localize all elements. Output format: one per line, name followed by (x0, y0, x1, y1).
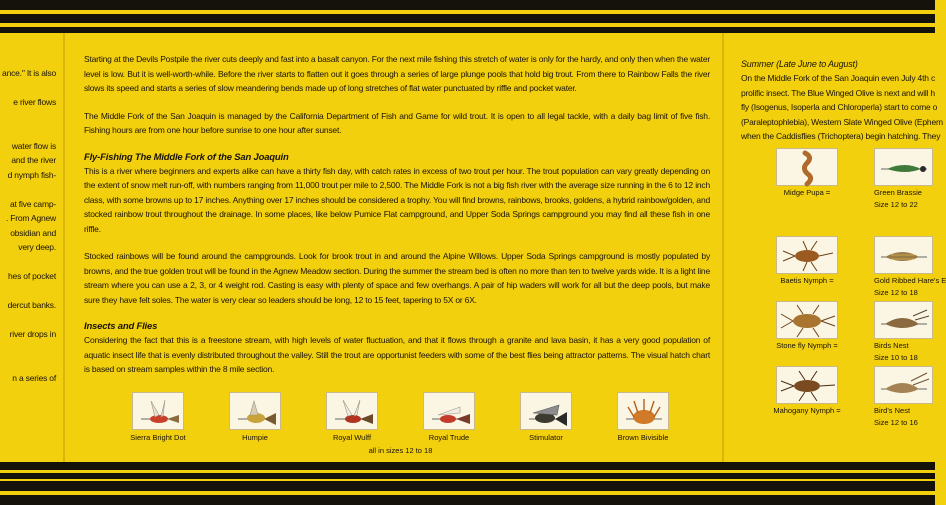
fly-name: Brown Bivisible (617, 433, 669, 442)
pattern-size: Size 12 to 22 (874, 200, 918, 209)
pattern-item (874, 366, 944, 428)
fly-item (312, 392, 392, 443)
insect-item (767, 236, 847, 286)
fly-drawing (141, 400, 179, 423)
pattern-item (874, 301, 944, 363)
insect-image (776, 366, 838, 404)
paragraph: Starting at the Devils Postpile the river cuts deeply and fast into a basalt canyon. For the next mile fishing this stretch of water is only for the hardy, and only then when the water level is low. But it is well-worth-while. Before the river starts to flatten out it goes through a series of large plunge pools that hold big trout. From there to Rainbow Falls the river slows its speed and starts a series of slow meandering bends made up of long stretches of flat water punctuated by riffle and pocket water. (84, 54, 710, 93)
text-line (0, 124, 56, 139)
text-line (0, 110, 56, 125)
pattern-image (874, 148, 933, 186)
paragraph: Stocked rainbows will be found around the campgrounds. Look for brook trout in and around the Alpine Willows. Upper Soda Springs campground is mostly populated by browns, and the true golden trout will be found in the Agnew Meadow section. During the summer the stream bed is often no more than ten to twelve yards wide. It is a light line stream where you can use a 2, 3, or 4 weight rod. Casting is easy with plenty of space and few overhangs. A pair of hip waders will work for all but the deep pools, but make sure they have felt soles. The water is very clear so leaders should be long, 12 to 15 feet, tapering to 5X or 6X. (84, 251, 710, 305)
left-panel-text (0, 66, 56, 385)
attractor-flies (118, 392, 683, 457)
text-line: river drops in (9, 329, 56, 339)
pattern-name: Birds Nest (874, 341, 909, 350)
fly-image (617, 392, 669, 430)
paragraph: The Middle Fork of the San Joaquin is managed by the California Department of Fish and Game for wild trout. It is open to all legal tackle, with a daily bag limit of five fish. Fishing hours are from one hour before sunrise to one hour after sunset. (84, 110, 710, 135)
right-panel-text (741, 58, 943, 144)
bottom-stripe (0, 462, 935, 470)
text-line: n a series of (12, 372, 56, 383)
text-line: and the river (11, 155, 56, 165)
text-line: water flow is (11, 140, 56, 151)
insect-item (767, 366, 847, 416)
pattern-name: Bird's Nest (874, 406, 911, 415)
fly-name: Stimulator (529, 433, 563, 442)
text-line: d nymph fish- (7, 169, 56, 180)
top-stripe (0, 27, 935, 33)
insect-image (776, 301, 838, 339)
section-heading: Fly-Fishing The Middle Fork of the San Joaquin (84, 151, 289, 163)
pattern-name: Green Brassie (874, 188, 922, 197)
text-line (0, 284, 56, 299)
text-line (0, 81, 56, 96)
text-line: very deep. (18, 242, 56, 252)
text-line: when the Caddisflies (Trichoptera) begin hatching. They (741, 131, 941, 141)
text-line (0, 182, 56, 197)
paragraph: Considering the fact that this is a freestone stream, with high levels of water fluctuation, and that it flows through a granite and lava basin, it has a very good population of aquatic insect life that is evenly distributed throughout the valley. Still the trout are opportunist feeders with some of the best flies being attractor patterns. The visual hatch chart is based on stream samples within the 8 mile section. (84, 335, 710, 374)
pattern-size: Size 12 to 16 (874, 418, 918, 427)
pattern-size: Size 10 to 18 (874, 353, 918, 362)
top-stripe (0, 14, 935, 23)
insect-item (767, 148, 847, 198)
fly-image (326, 392, 378, 430)
insect-label: Midge Pupa = (783, 188, 831, 197)
text-line (0, 313, 56, 328)
text-line (0, 255, 56, 270)
fly-image (132, 392, 184, 430)
fly-item (409, 392, 489, 443)
fly-name: Royal Trude (428, 433, 470, 442)
text-line: hes of pocket (8, 271, 56, 281)
text-line: ance." It is also (2, 68, 56, 78)
text-line: dercut banks. (7, 300, 56, 310)
section-heading: Insects and Flies (84, 321, 158, 332)
text-line: . From Agnew (5, 213, 56, 223)
panel-fold (63, 33, 65, 462)
fly-image (423, 392, 475, 430)
text-line: fly (Isogenus, Isoperla and Chloroperla) start to come o (741, 102, 938, 112)
pattern-image (874, 236, 933, 274)
insect-label: Mahogany Nymph = (773, 406, 841, 415)
fly-item (506, 392, 586, 443)
text-line (0, 356, 56, 371)
text-line: On the Middle Fork of the San Joaquin even July 4th c (741, 73, 935, 83)
fly-name: Sierra Bright Dot (130, 433, 186, 442)
fly-name: Royal Wulff (332, 433, 372, 442)
flies-caption: all in sizes 12 to 18 (368, 446, 433, 455)
pattern-image (874, 301, 933, 339)
panel-fold (722, 33, 724, 462)
hatch-chart (773, 148, 946, 438)
insect-label: Baetis Nymph = (780, 276, 834, 285)
fly-image (229, 392, 281, 430)
fly-item (118, 392, 198, 443)
paragraph: This is a river where beginners and experts alike can have a thirty fish day, with catch rates in excess of two trout per hour. The trout population can vary greatly depending on the extent of snow melt run-off, with numbers ranging from 11,000 trout per mile to 2,500. The Middle Fork is not a big fish river with the average size running in the 6 to 12 inch class, with some browns up to 17 inches. Anything over 17 inches should be considered a trophy. You will find browns, rainbows, brooks, goldens, a hybrid rainbow/golden, and stocked rainbow trout throughout the drainage. In some places, like below Pumice Flat campground, and Upper Soda Springs campground you may find all these fish in one riffle. (84, 165, 710, 234)
text-line (0, 342, 56, 357)
pattern-item (874, 148, 944, 210)
season-heading: Summer (Late June to August) (741, 59, 858, 69)
bottom-stripe (0, 473, 935, 479)
pattern-size: Size 12 to 18 (874, 288, 918, 297)
pattern-item (874, 236, 944, 298)
text-line: prolific insect. The Blue Winged Olive is next and will h (741, 87, 935, 98)
pattern-image (874, 366, 933, 404)
pattern-name: Gold Ribbed Hare's E (874, 276, 946, 285)
insect-image (776, 148, 838, 186)
fly-item (603, 392, 683, 443)
main-article (84, 52, 710, 377)
insect-label: Stone fly Nymph = (776, 341, 838, 350)
text-line: at five camp- (9, 198, 56, 209)
top-stripe (0, 0, 935, 10)
insect-image (776, 236, 838, 274)
fly-image (520, 392, 572, 430)
text-line: (Paraleptophlebia), Western Slate Winged Olive (Ephem (741, 116, 943, 127)
fly-item (215, 392, 295, 443)
fly-name: Humpie (242, 433, 268, 442)
text-line: e river flows (13, 97, 56, 107)
text-line: obsidian and (10, 227, 56, 238)
insect-item (767, 301, 847, 351)
bottom-stripe (0, 481, 935, 505)
